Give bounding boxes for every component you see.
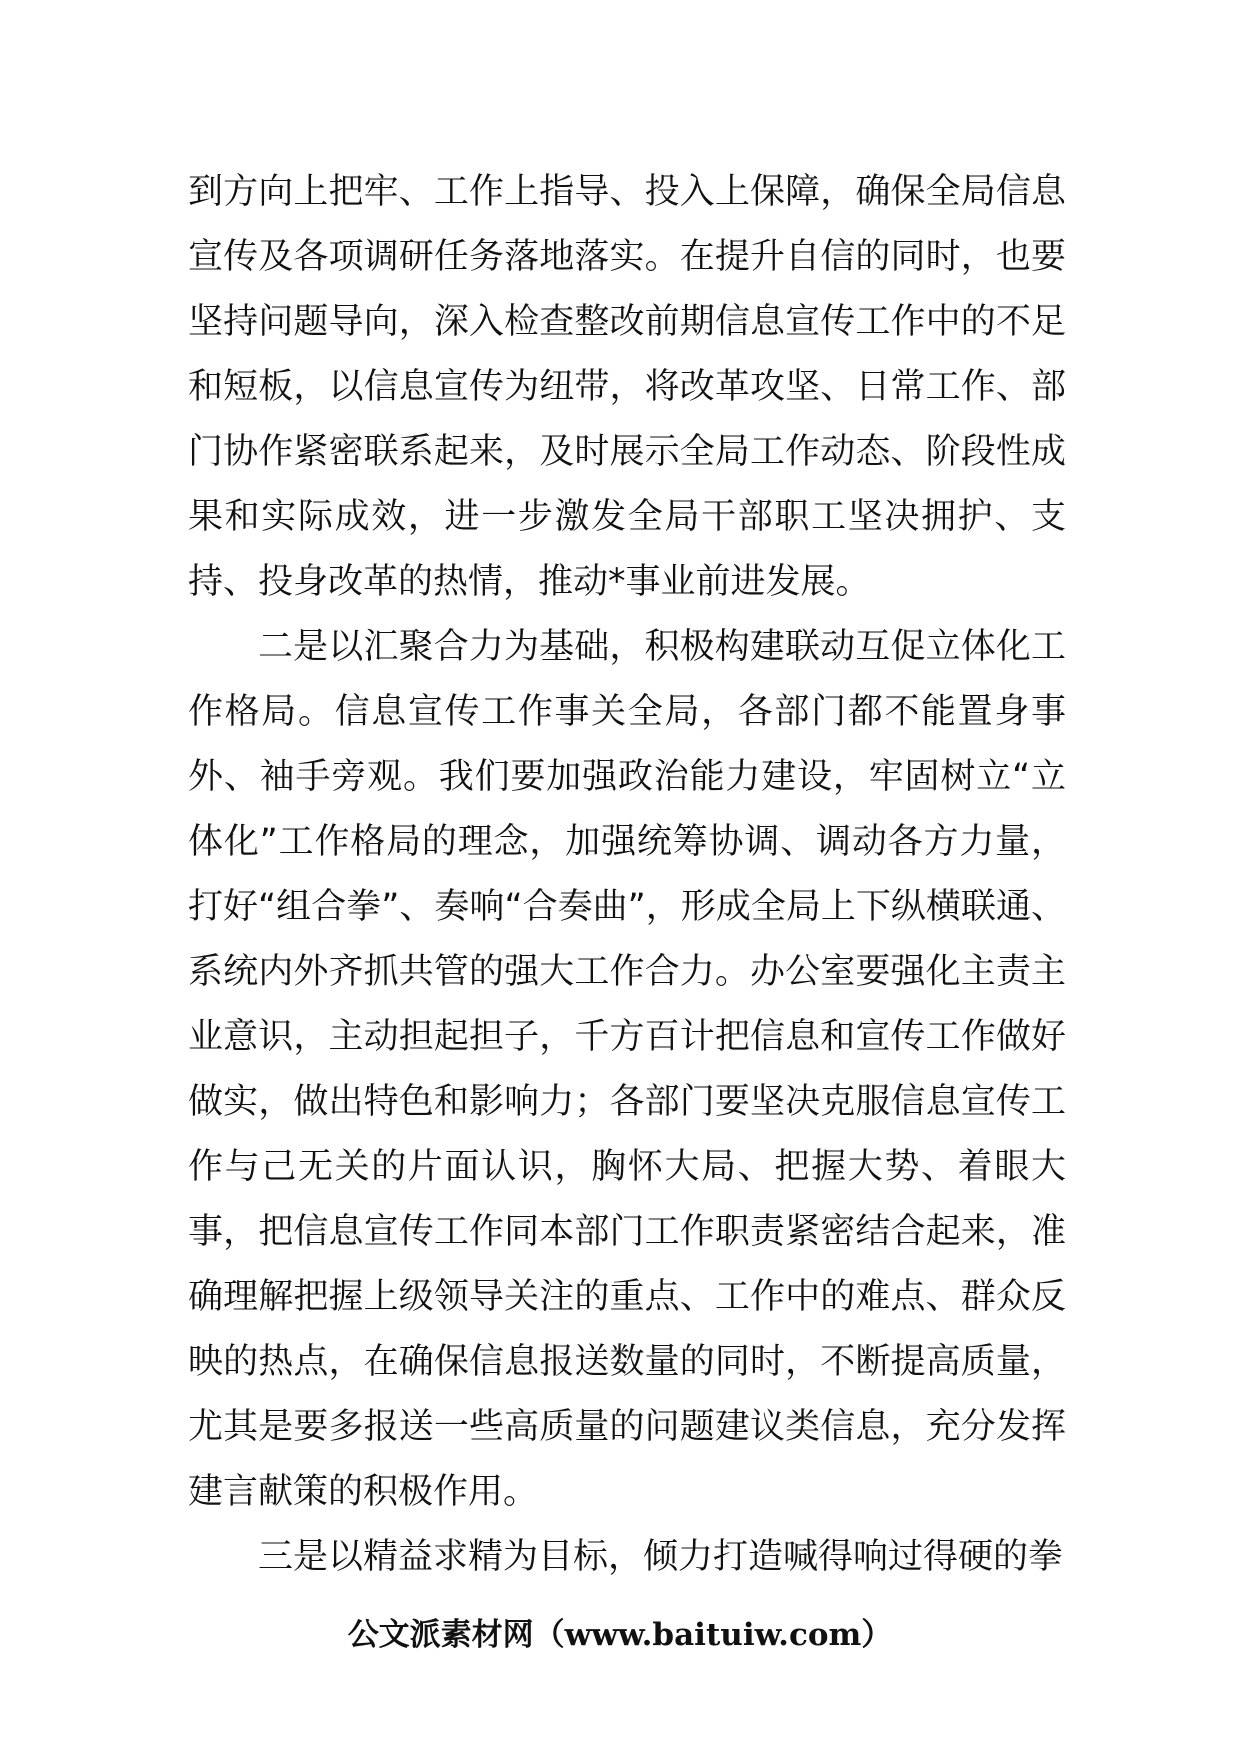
paragraph-point-two: 二是以汇聚合力为基础，积极构建联动互促立体化工作格局。信息宣传工作事关全局，各部门都不能置身事外、袖手旁观。我们要加强政治能力建设，牢固树立“立体化”工作格局的理念，加强统筹协调、调动各方力量，打好“组合拳”、奏响“合奏曲”，形成全局上下纵横联通、系统内外齐抓共管的强大工作合力。办公室要强化主责主业意识，主动担起担子，千方百计把信息和宣传工作做好做实，做出特色和影响力；各部门要坚决克服信息宣传工作与己无关的片面认识，胸怀大局、把握大势、着眼大事，把信息宣传工作同本部门工作职责紧密结合起来，准确理解把握上级领导关注的重点、工作中的难点、群众反映的热点，在确保信息报送数量的同时，不断提高质量，尤其是要多报送一些高质量的问题建议类信息，充分发挥建言献策的积极作用。 xyxy=(188,627,1066,1512)
paragraph-point-three: 三是以精益求精为目标，倾力打造喊得响过得硬的拳 xyxy=(258,1537,1064,1577)
document-body xyxy=(188,160,1066,1590)
paragraph-continuation: 到方向上把牢、工作上指导、投入上保障，确保全局信息宣传及各项调研任务落地落实。在提升自信的同时，也要坚持问题导向，深入检查整改前期信息宣传工作中的不足和短板，以信息宣传为纽带，将改革攻坚、日常工作、部门协作紧密联系起来，及时展示全局工作动态、阶段性成果和实际成效，进一步激发全局干部职工坚决拥护、支持、投身改革的热情，推动*事业前进发展。 xyxy=(188,172,1066,602)
page-footer-source: 公文派素材网（www.baituiw.com） xyxy=(347,1617,893,1653)
